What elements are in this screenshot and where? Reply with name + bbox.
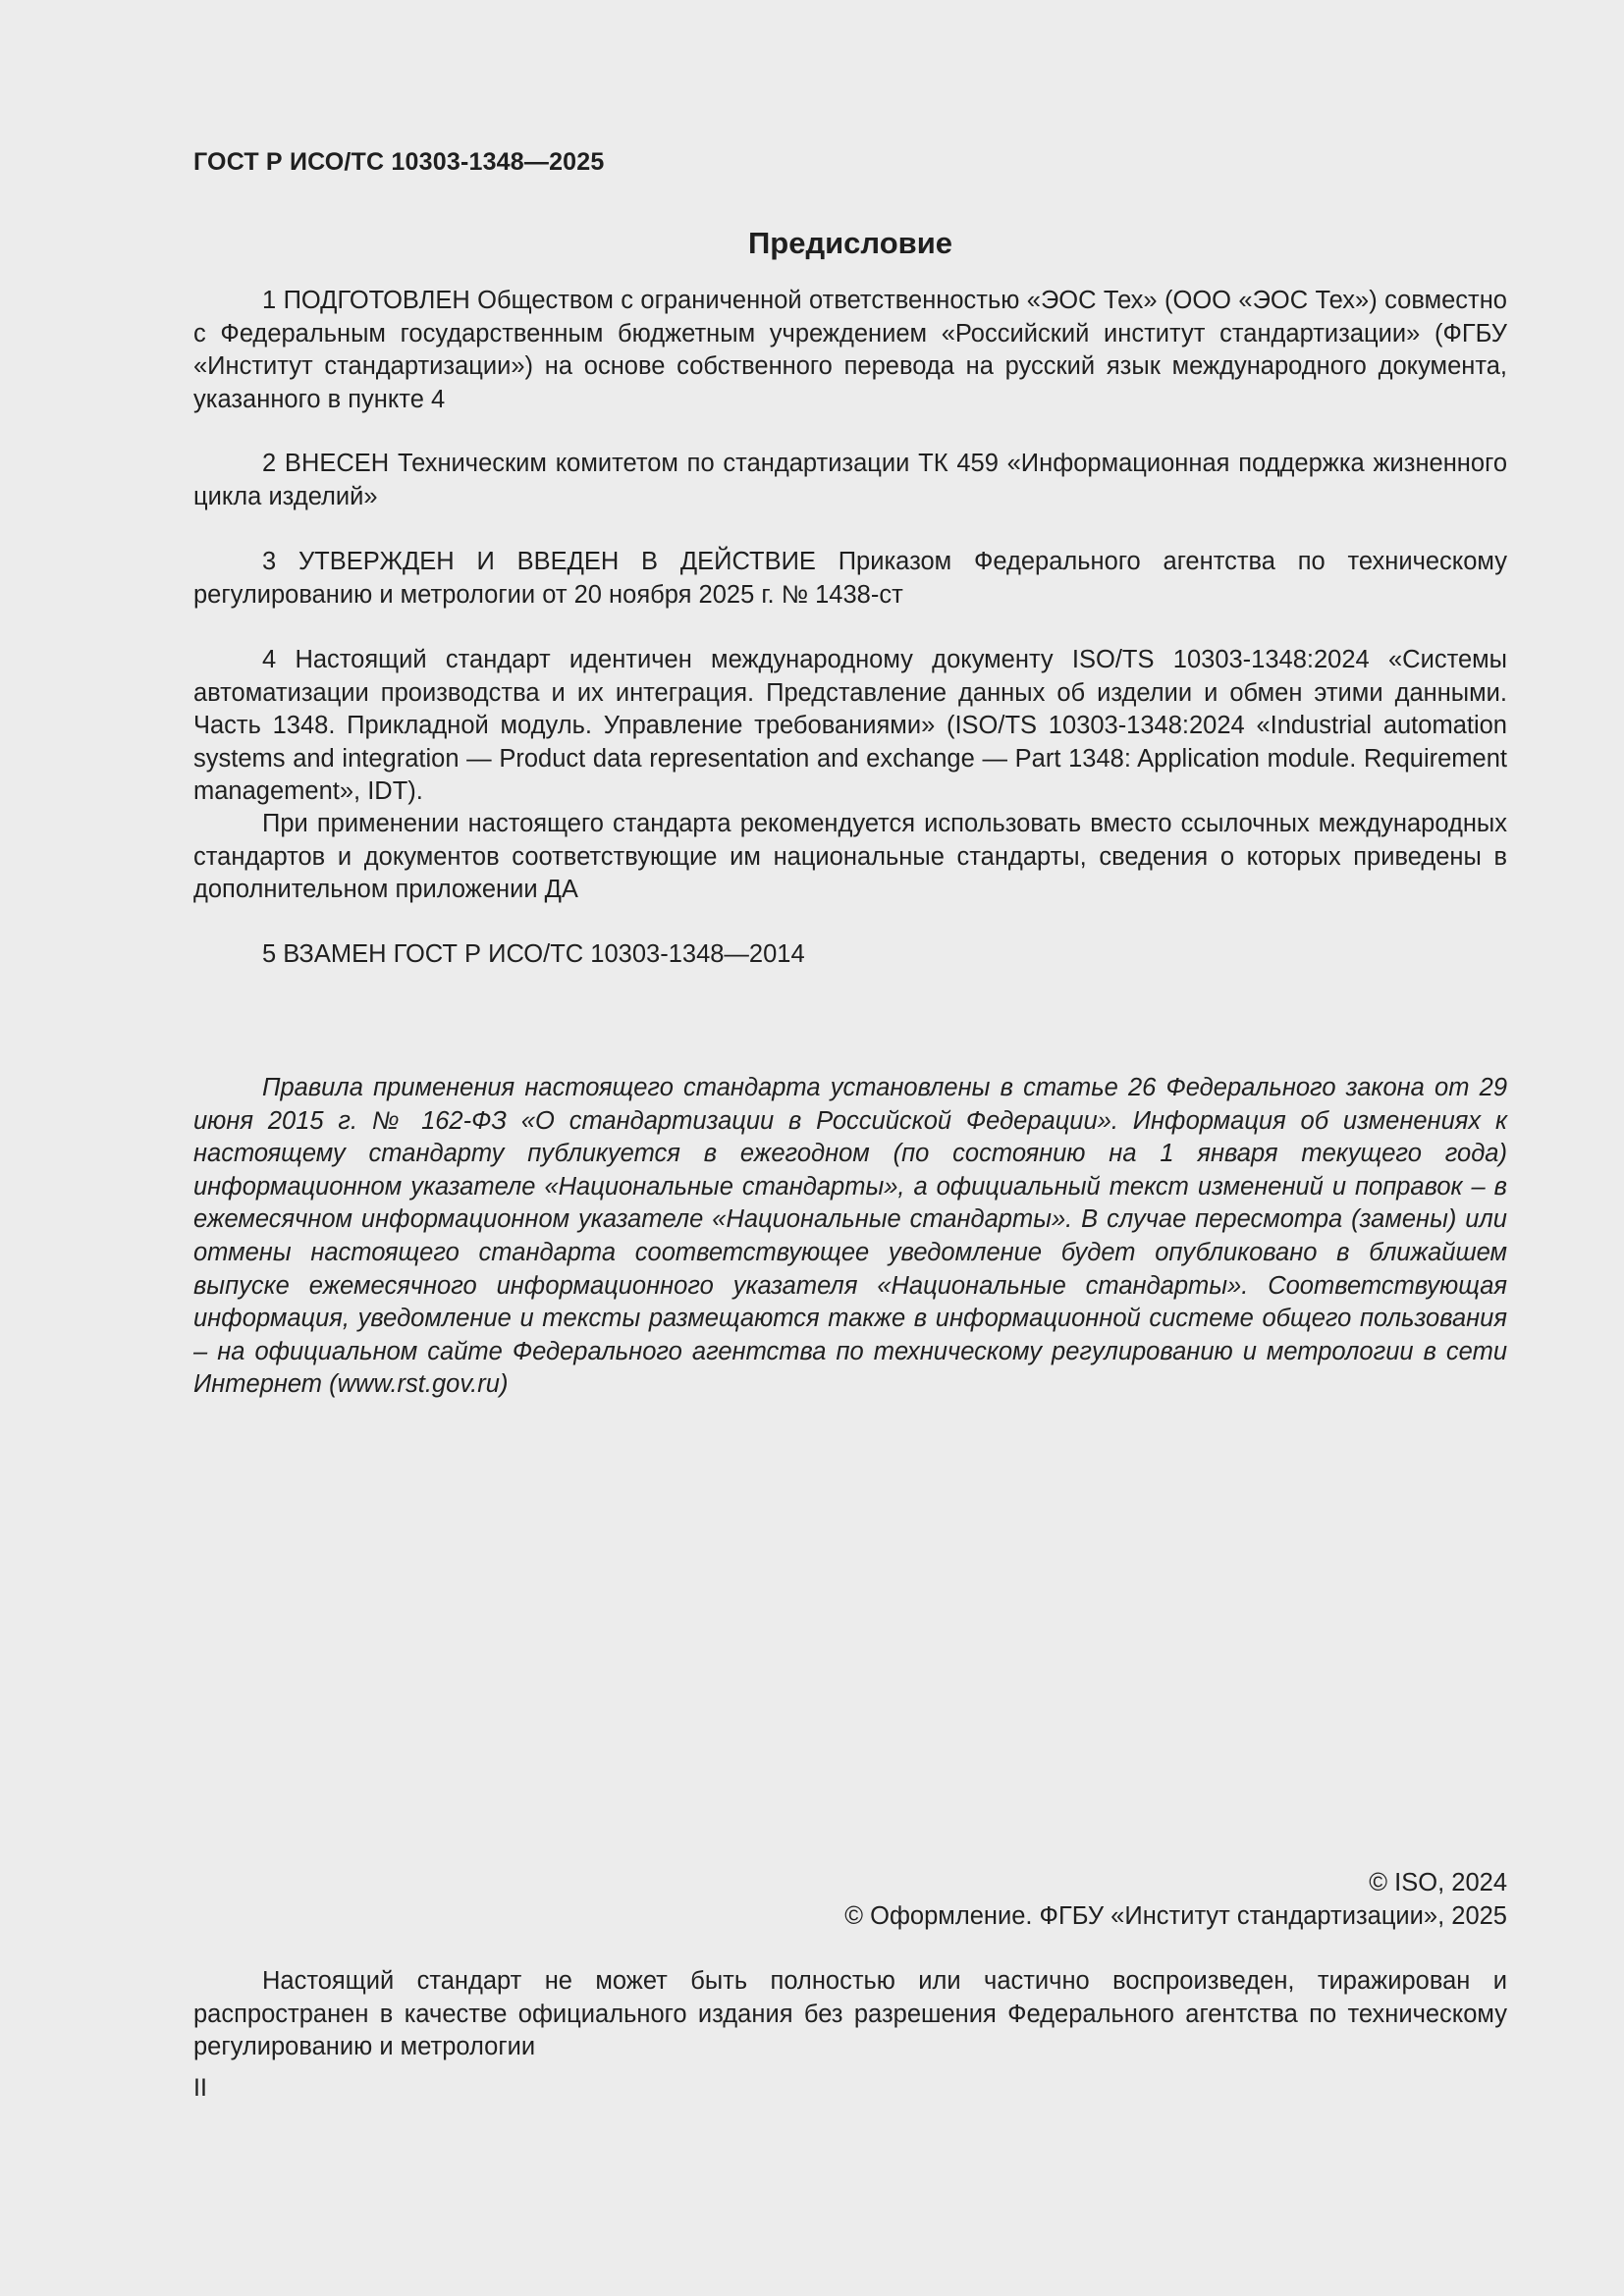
rules-notice: Правила применения настоящего стандарта установлены в статье 26 Федерального закона от 29 июня 2015 г. № 162-ФЗ «О стандартизации в Российской Федерации». Информация об изменениях к настоящему стандарту публикуется в ежегодном (по состоянию на 1 января текущего года) информационном указателе «Национальные стандарты», а официальный текст изменений и поправок – в ежемесячном информационном указателе «Национальные стандарты». В случае пересмотра (замены) или отмены настоящего стандарта соответствующее уведомление будет опубликовано в ближайшем выпуске ежемесячного информационного указателя «Национальные стандарты». Соответствующая информация, уведомление и тексты размещаются также в информационной системе общего пользования – на официальном сайте Федерального агентства по техническому регулированию и метрологии в сети Интернет (www.rst.gov.ru): [193, 1074, 1507, 1399]
item-2-submitted: 2 ВНЕСЕН Техническим комитетом по стандартизации ТК 459 «Информационная поддержка жизненного цикла изделий»: [193, 450, 1507, 510]
item-3-approved: 3 УТВЕРЖДЕН И ВВЕДЕН В ДЕЙСТВИЕ Приказом Федерального агентства по техническому регулированию и метрологии от 20 ноября 2025 г. № 1438-ст: [193, 548, 1507, 609]
item-4-national-standards-note: При применении настоящего стандарта рекомендуется использовать вместо ссылочных международных стандартов и документов соответствующие им национальные стандарты, сведения о которых приведены в дополнительном приложении ДА: [193, 810, 1507, 904]
item-4-identical: 4 Настоящий стандарт идентичен международному документу ISO/TS 10303-1348:2024 «Системы автоматизации производства и их интеграция. Представление данных об изделии и обмен этими данными. Часть 1348. Прикладной модуль. Управление требованиями» (ISO/TS 10303-1348:2024 «Industrial automation systems and integration — Product data representation and exchange — Part 1348: Application module. Requirement management», IDT).: [193, 646, 1507, 806]
item-5-replaces: 5 ВЗАМЕН ГОСТ Р ИСО/ТС 10303-1348—2014: [262, 940, 805, 968]
page-number: II: [193, 2074, 207, 2102]
copyright-design: © Оформление. ФГБУ «Институт стандартизации», 2025: [844, 1902, 1507, 1930]
document-code: ГОСТ Р ИСО/ТС 10303-1348—2025: [193, 148, 605, 176]
reproduction-notice: Настоящий стандарт не может быть полностью или частично воспроизведен, тиражирован и распространен в качестве официального издания без разрешения Федерального агентства по техническому регулированию и метрологии: [193, 1967, 1507, 2061]
document-page: [193, 0, 1507, 2296]
copyright-iso: © ISO, 2024: [1369, 1869, 1507, 1896]
page-title: Предисловие: [747, 226, 952, 260]
item-1-prepared: 1 ПОДГОТОВЛЕН Обществом с ограниченной ответственностью «ЭОС Тех» (ООО «ЭОС Тех») совместно с Федеральным государственным бюджетным учреждением «Российский институт стандартизации» (ФГБУ «Институт стандартизации») на основе собственного перевода на русский язык международного документа, указанного в пункте 4: [193, 287, 1507, 413]
